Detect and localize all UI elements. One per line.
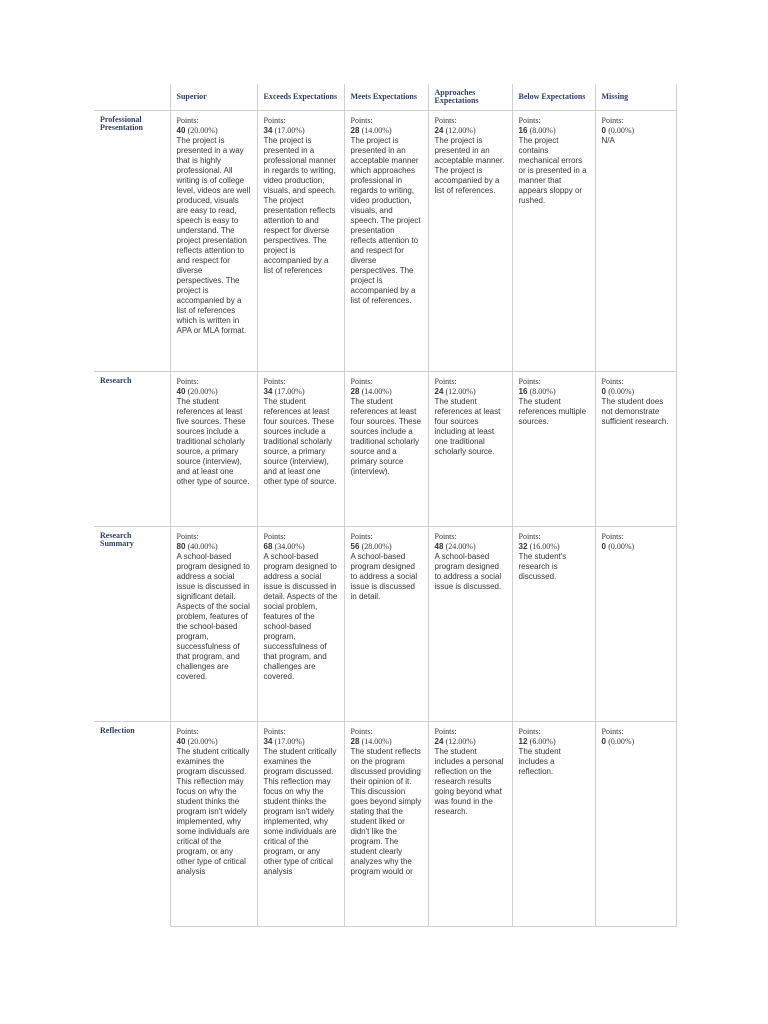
points-label: Points: — [176, 532, 199, 541]
points-label: Points: — [263, 377, 286, 386]
rating-cell-below — [512, 722, 595, 927]
points-label: Points: — [263, 116, 286, 125]
points-label: Points: — [434, 377, 457, 386]
rating-description: The student critically examines the program discussed. This reflection may focus on why the student thinks the program isn't widely implemented, why some individuals are critical of the program, or any other type of critical analysis — [263, 747, 337, 876]
criterion-name: Research — [100, 376, 132, 385]
rating-cell-approaches — [428, 111, 512, 372]
rating-description: A school-based program designed to address a social issue is discussed in detail. Aspects of the social problem, features of the school-based program, successfulness of that program, and challenges are covered. — [263, 552, 338, 681]
points-label: Points: — [518, 116, 541, 125]
points-value: 56 — [350, 542, 360, 551]
rating-description: The student reflects on the program discussed providing their opinion of it. This discussion goes beyond simply stating that the student liked or didn't like the program. The student clearly analyzes why the program would or — [350, 747, 422, 876]
rating-description: The project is presented in a professional manner in regards to writing, video production, visuals, and speech. The project presentation reflects attention to and respect for diverse perspectives. The project is accompanied by a list of references — [263, 136, 336, 275]
rating-cell-superior — [170, 372, 257, 527]
criterion-name: Professional Presentation — [100, 115, 143, 132]
rating-cell-meets — [344, 111, 428, 372]
rating-description: The project contains mechanical errors or is presented in a manner that appears sloppy or rushed. — [518, 136, 587, 205]
points-label: Points: — [601, 532, 624, 541]
points-value: 80 — [176, 542, 186, 551]
rating-cell-exceeds — [257, 527, 344, 722]
points-label: Points: — [434, 116, 457, 125]
points-label: Points: — [263, 727, 286, 736]
points-label: Points: — [350, 532, 373, 541]
points-value: 0 — [601, 126, 606, 135]
criterion-cell — [94, 722, 170, 927]
rating-cell-approaches — [428, 527, 512, 722]
rating-description: The student's research is discussed. — [518, 552, 567, 581]
rating-cell-missing — [595, 527, 676, 722]
points-value: 34 — [263, 387, 273, 396]
rating-description: A school-based program designed to address a social issue is discussed in detail. — [350, 552, 418, 601]
points-percent: (20.00%) — [187, 387, 218, 396]
points-label: Points: — [176, 377, 199, 386]
rating-description: N/A — [601, 136, 615, 145]
points-label: Points: — [601, 727, 624, 736]
rating-cell-superior — [170, 527, 257, 722]
criterion-name: Research Summary — [100, 531, 134, 548]
points-percent: (20.00%) — [187, 126, 218, 135]
rating-cell-missing — [595, 111, 676, 372]
points-percent: (34.00%) — [274, 542, 305, 551]
points-percent: (14.00%) — [361, 387, 392, 396]
points-label: Points: — [263, 532, 286, 541]
points-value: 28 — [350, 387, 360, 396]
points-percent: (12.00%) — [445, 387, 476, 396]
points-label: Points: — [434, 727, 457, 736]
rating-cell-superior — [170, 722, 257, 927]
points-percent: (0.00%) — [608, 737, 635, 746]
header-approaches-expectations: Approaches Expectations — [428, 84, 512, 111]
rubric-table — [94, 84, 677, 927]
points-label: Points: — [350, 377, 373, 386]
rating-cell-missing — [595, 372, 676, 527]
points-label: Points: — [350, 116, 373, 125]
points-percent: (17.00%) — [274, 387, 305, 396]
points-label: Points: — [434, 532, 457, 541]
points-percent: (17.00%) — [274, 737, 305, 746]
points-value: 24 — [434, 737, 444, 746]
points-value: 40 — [176, 737, 186, 746]
criterion-row-reflection — [94, 722, 676, 927]
points-percent: (8.00%) — [529, 387, 556, 396]
points-percent: (16.00%) — [529, 542, 560, 551]
rating-cell-exceeds — [257, 722, 344, 927]
header-superior: Superior — [170, 84, 257, 111]
points-percent: (14.00%) — [361, 126, 392, 135]
points-label: Points: — [518, 727, 541, 736]
rating-cell-meets — [344, 372, 428, 527]
points-percent: (14.00%) — [361, 737, 392, 746]
criterion-row-research-summary — [94, 527, 676, 722]
rating-description: The project is presented in an acceptable manner. The project is accompanied by a list of references. — [434, 136, 505, 195]
points-value: 12 — [518, 737, 528, 746]
criterion-row-research — [94, 372, 676, 527]
rating-description: A school-based program designed to address a social issue is discussed in significant detail. Aspects of the social problem, features of the school-based program, successfulness of that program, and challenges are covered. — [176, 552, 250, 681]
rating-cell-meets — [344, 722, 428, 927]
rating-description: A school-based program designed to address a social issue is discussed. — [434, 552, 502, 591]
rating-cell-below — [512, 111, 595, 372]
points-value: 16 — [518, 126, 528, 135]
criterion-cell — [94, 372, 170, 527]
points-percent: (0.00%) — [608, 126, 635, 135]
points-label: Points: — [601, 377, 624, 386]
rating-cell-superior — [170, 111, 257, 372]
points-value: 32 — [518, 542, 528, 551]
points-value: 34 — [263, 737, 273, 746]
points-label: Points: — [350, 727, 373, 736]
header-exceeds-expectations: Exceeds Expectations — [257, 84, 344, 111]
header-row — [94, 84, 676, 111]
points-percent: (8.00%) — [529, 126, 556, 135]
rating-description: The project is presented in an acceptable manner which approaches professional in regards to writing, video production, visuals, and speech. The project presentation reflects attention to and respect for diverse perspectives. The project is accompanied by a list of references. — [350, 136, 421, 305]
rating-description: The student references at least five sources. These sources include a traditional scholarly source, a primary source (interview), and at least one other type of source. — [176, 397, 250, 486]
points-percent: (28.00%) — [361, 542, 392, 551]
header-meets-expectations: Meets Expectations — [344, 84, 428, 111]
points-value: 34 — [263, 126, 273, 135]
points-value: 0 — [601, 387, 606, 396]
rating-cell-below — [512, 372, 595, 527]
rating-description: The student references at least four sources. These sources include a traditional scholarly source and a primary source (interview). — [350, 397, 422, 476]
rating-cell-exceeds — [257, 372, 344, 527]
header-below-expectations: Below Expectations — [512, 84, 595, 111]
points-label: Points: — [518, 532, 541, 541]
criterion-cell — [94, 527, 170, 722]
rating-cell-approaches — [428, 722, 512, 927]
rating-description: The student references multiple sources. — [518, 397, 587, 426]
points-percent: (0.00%) — [608, 542, 635, 551]
points-percent: (20.00%) — [187, 737, 218, 746]
points-label: Points: — [601, 116, 624, 125]
points-value: 24 — [434, 387, 444, 396]
criterion-row-professional-presentation — [94, 111, 676, 372]
points-value: 0 — [601, 737, 606, 746]
points-percent: (40.00%) — [187, 542, 218, 551]
rating-description: The student references at least four sources including at least one traditional scholarly source. — [434, 397, 501, 456]
rating-description: The student references at least four sources. These sources include a traditional scholarly source, a primary source (interview), and at least one other type of source. — [263, 397, 337, 486]
header-criteria-blank — [94, 84, 170, 111]
points-label: Points: — [518, 377, 541, 386]
points-percent: (12.00%) — [445, 126, 476, 135]
points-value: 40 — [176, 387, 186, 396]
points-value: 16 — [518, 387, 528, 396]
points-percent: (17.00%) — [274, 126, 305, 135]
rating-cell-meets — [344, 527, 428, 722]
points-value: 24 — [434, 126, 444, 135]
rating-description: The student critically examines the program discussed. This reflection may focus on why the student thinks the program isn't widely implemented, why some individuals are critical of the program, or any other type of critical analysis — [176, 747, 250, 876]
rating-cell-below — [512, 527, 595, 722]
rating-cell-exceeds — [257, 111, 344, 372]
points-value: 40 — [176, 126, 186, 135]
points-label: Points: — [176, 116, 199, 125]
points-value: 48 — [434, 542, 444, 551]
rating-description: The student includes a reflection. — [518, 747, 561, 776]
points-value: 28 — [350, 737, 360, 746]
points-percent: (24.00%) — [445, 542, 476, 551]
rating-description: The project is presented in a way that is highly professional. All writing is of college level, videos are well produced, visuals are easy to read, speech is easy to understand. The project presentation reflects attention to and respect for diverse perspectives. The project is accompanied by a list of references which is written in APA or MLA format. — [176, 136, 251, 335]
rating-cell-missing — [595, 722, 676, 927]
criterion-name: Reflection — [100, 726, 135, 735]
header-missing: Missing — [595, 84, 676, 111]
rating-cell-approaches — [428, 372, 512, 527]
points-percent: (12.00%) — [445, 737, 476, 746]
points-value: 68 — [263, 542, 273, 551]
points-percent: (0.00%) — [608, 387, 635, 396]
points-percent: (6.00%) — [529, 737, 556, 746]
criterion-cell — [94, 111, 170, 372]
points-label: Points: — [176, 727, 199, 736]
points-value: 0 — [601, 542, 606, 551]
rating-description: The student does not demonstrate sufficient research. — [601, 397, 669, 426]
rating-description: The student includes a personal reflection on the research results going beyond what was found in the research. — [434, 747, 504, 816]
points-value: 28 — [350, 126, 360, 135]
